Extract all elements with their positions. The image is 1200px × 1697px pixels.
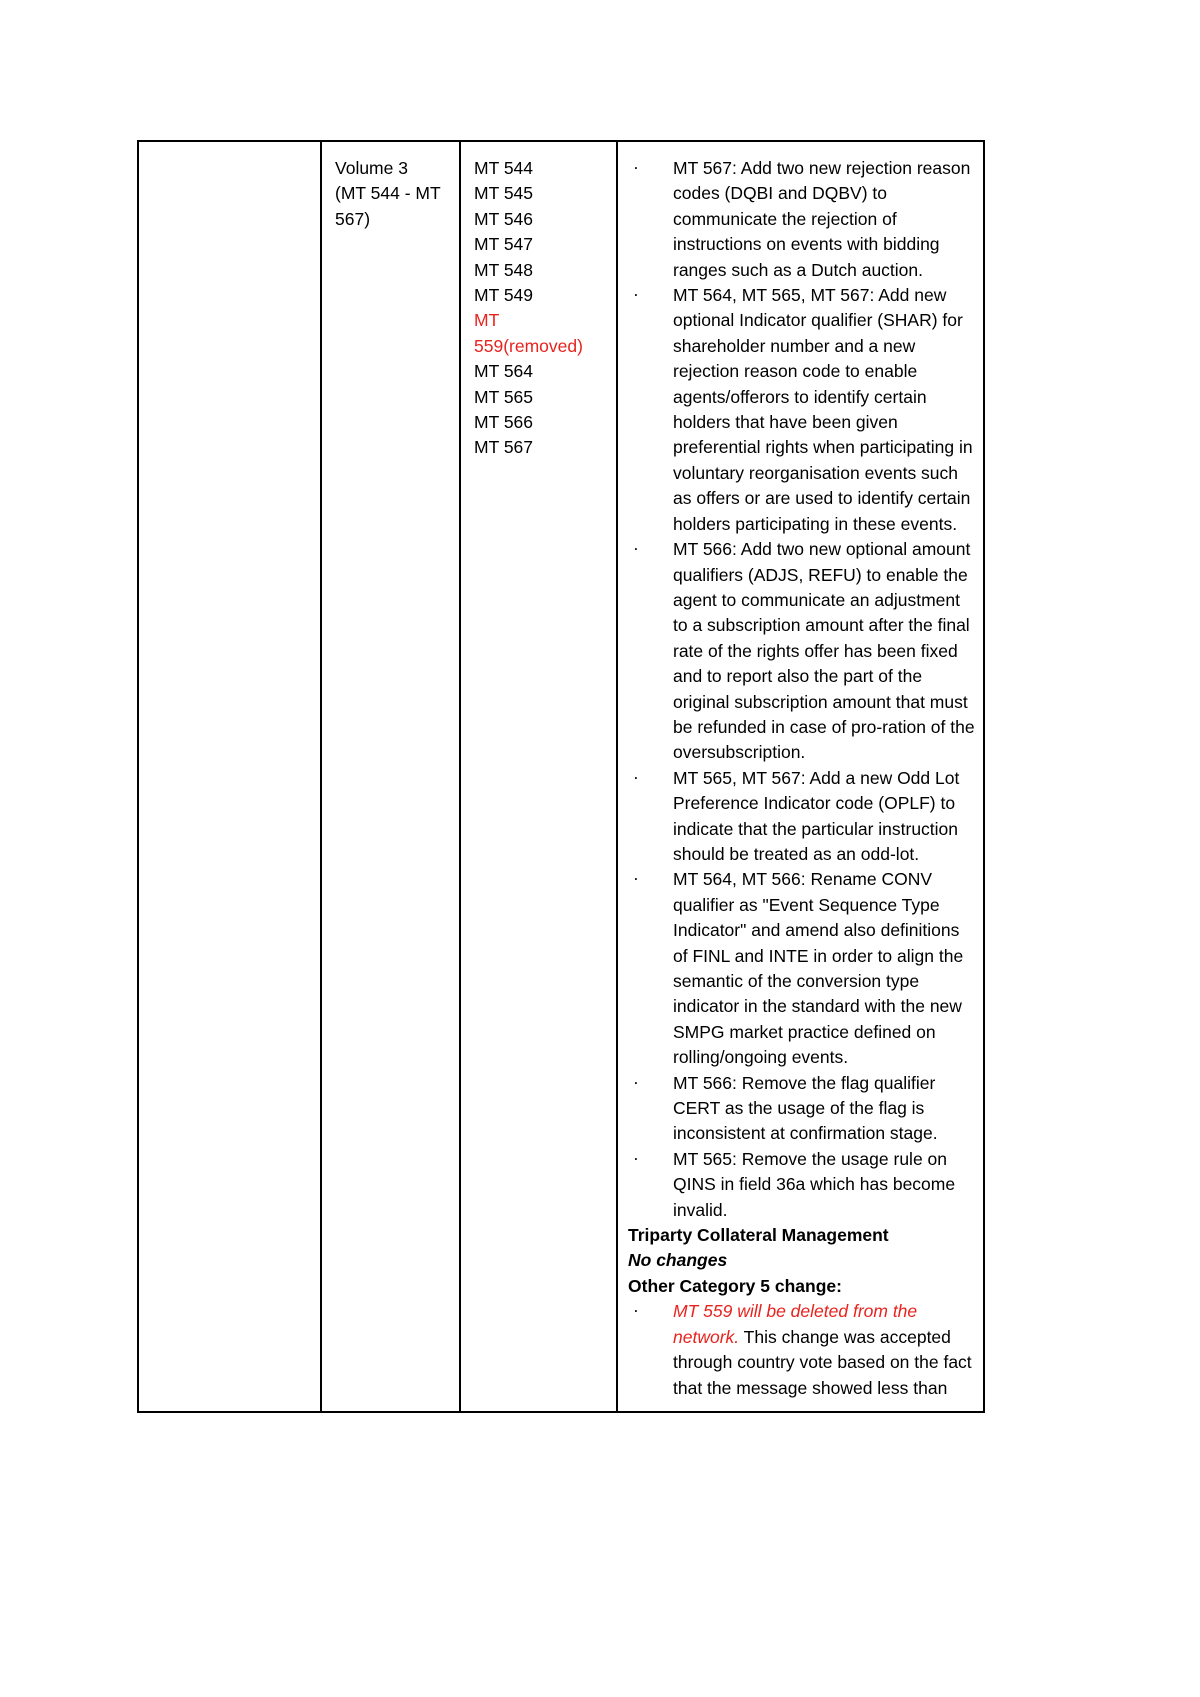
list-item: MT 549 bbox=[474, 285, 534, 306]
volume-title-line-1: Volume 3 bbox=[335, 158, 408, 178]
list-item: · MT 564, MT 565, MT 567: Add new optional Indicator qualifier (SHAR) for shareholder number and a new rejection reason code to enable agents/offerors to identify certain holders that have been given preferential rights when participating in voluntary reorganisation events such as offers or are used to identify certain holders participating in these events. bbox=[628, 283, 975, 537]
table-row bbox=[138, 141, 984, 1412]
section-heading-triparty: Triparty Collateral Management bbox=[628, 1225, 889, 1246]
standards-changes-table bbox=[137, 140, 985, 1413]
changes-bullet-list bbox=[628, 156, 975, 1223]
list-item: MT 565 bbox=[474, 386, 534, 407]
list-item: · MT 567: Add two new rejection reason codes (DQBI and DQBV) to communicate the rejection of instructions on events with bidding ranges such as a Dutch auction. bbox=[628, 156, 975, 283]
list-item: · MT 566: Remove the flag qualifier CERT as the usage of the flag is inconsistent at confirmation stage. bbox=[628, 1071, 975, 1147]
list-item bbox=[628, 1299, 975, 1401]
list-item: MT 545 bbox=[474, 183, 534, 204]
volume-title-block bbox=[322, 142, 459, 242]
section-heading-other-category: Other Category 5 change: bbox=[628, 1275, 842, 1296]
list-item: · MT 564, MT 566: Rename CONV qualifier as "Event Sequence Type Indicator" and amend also definitions of FINL and INTE in order to align the semantic of the conversion type indicator in the standard with the new SMPG market practice defined on rolling/ongoing events. bbox=[628, 867, 975, 1070]
list-item: MT 547 bbox=[474, 234, 534, 255]
list-item: MT 546 bbox=[474, 208, 534, 229]
changes-content bbox=[618, 142, 983, 1411]
list-item: MT 566 bbox=[474, 412, 534, 433]
deleted-message-emphasis: MT 559 will be deleted from the network. bbox=[673, 1301, 918, 1347]
volume-title-line-3: 567) bbox=[335, 208, 371, 229]
message-type-list bbox=[461, 142, 616, 471]
empty-cell-content bbox=[139, 142, 320, 167]
table-cell-changes bbox=[617, 141, 984, 1412]
section-no-changes: No changes bbox=[628, 1250, 728, 1271]
other-change-bullet-list bbox=[628, 1299, 975, 1401]
table-cell-message-types bbox=[460, 141, 617, 1412]
deleted-message-rest: This change was accepted through country vote based on the fact that the message showed less than bbox=[673, 1326, 972, 1398]
volume-title-line-2: (MT 544 - MT bbox=[335, 183, 441, 204]
list-item: · MT 565: Remove the usage rule on QINS in field 36a which has become invalid. bbox=[628, 1147, 975, 1223]
list-item: MT 567 bbox=[474, 437, 534, 458]
table-cell-empty-first bbox=[138, 141, 321, 1412]
list-item: MT 548 bbox=[474, 259, 534, 280]
list-item: · MT 566: Add two new optional amount qualifiers (ADJS, REFU) to enable the agent to communicate an adjustment to a subscription amount after the final rate of the rights offer has been fixed and to report also the part of the original subscription amount that must be refunded in case of pro-ration of the oversubscription. bbox=[628, 537, 975, 766]
list-item: · MT 565, MT 567: Add a new Odd Lot Preference Indicator code (OPLF) to indicate that the particular instruction should be treated as an odd-lot. bbox=[628, 766, 975, 868]
table-cell-volume bbox=[321, 141, 460, 1412]
list-item: MT 564 bbox=[474, 361, 534, 382]
list-item-removed: MT 559(removed) bbox=[474, 310, 583, 356]
list-item: MT 544 bbox=[474, 158, 534, 178]
